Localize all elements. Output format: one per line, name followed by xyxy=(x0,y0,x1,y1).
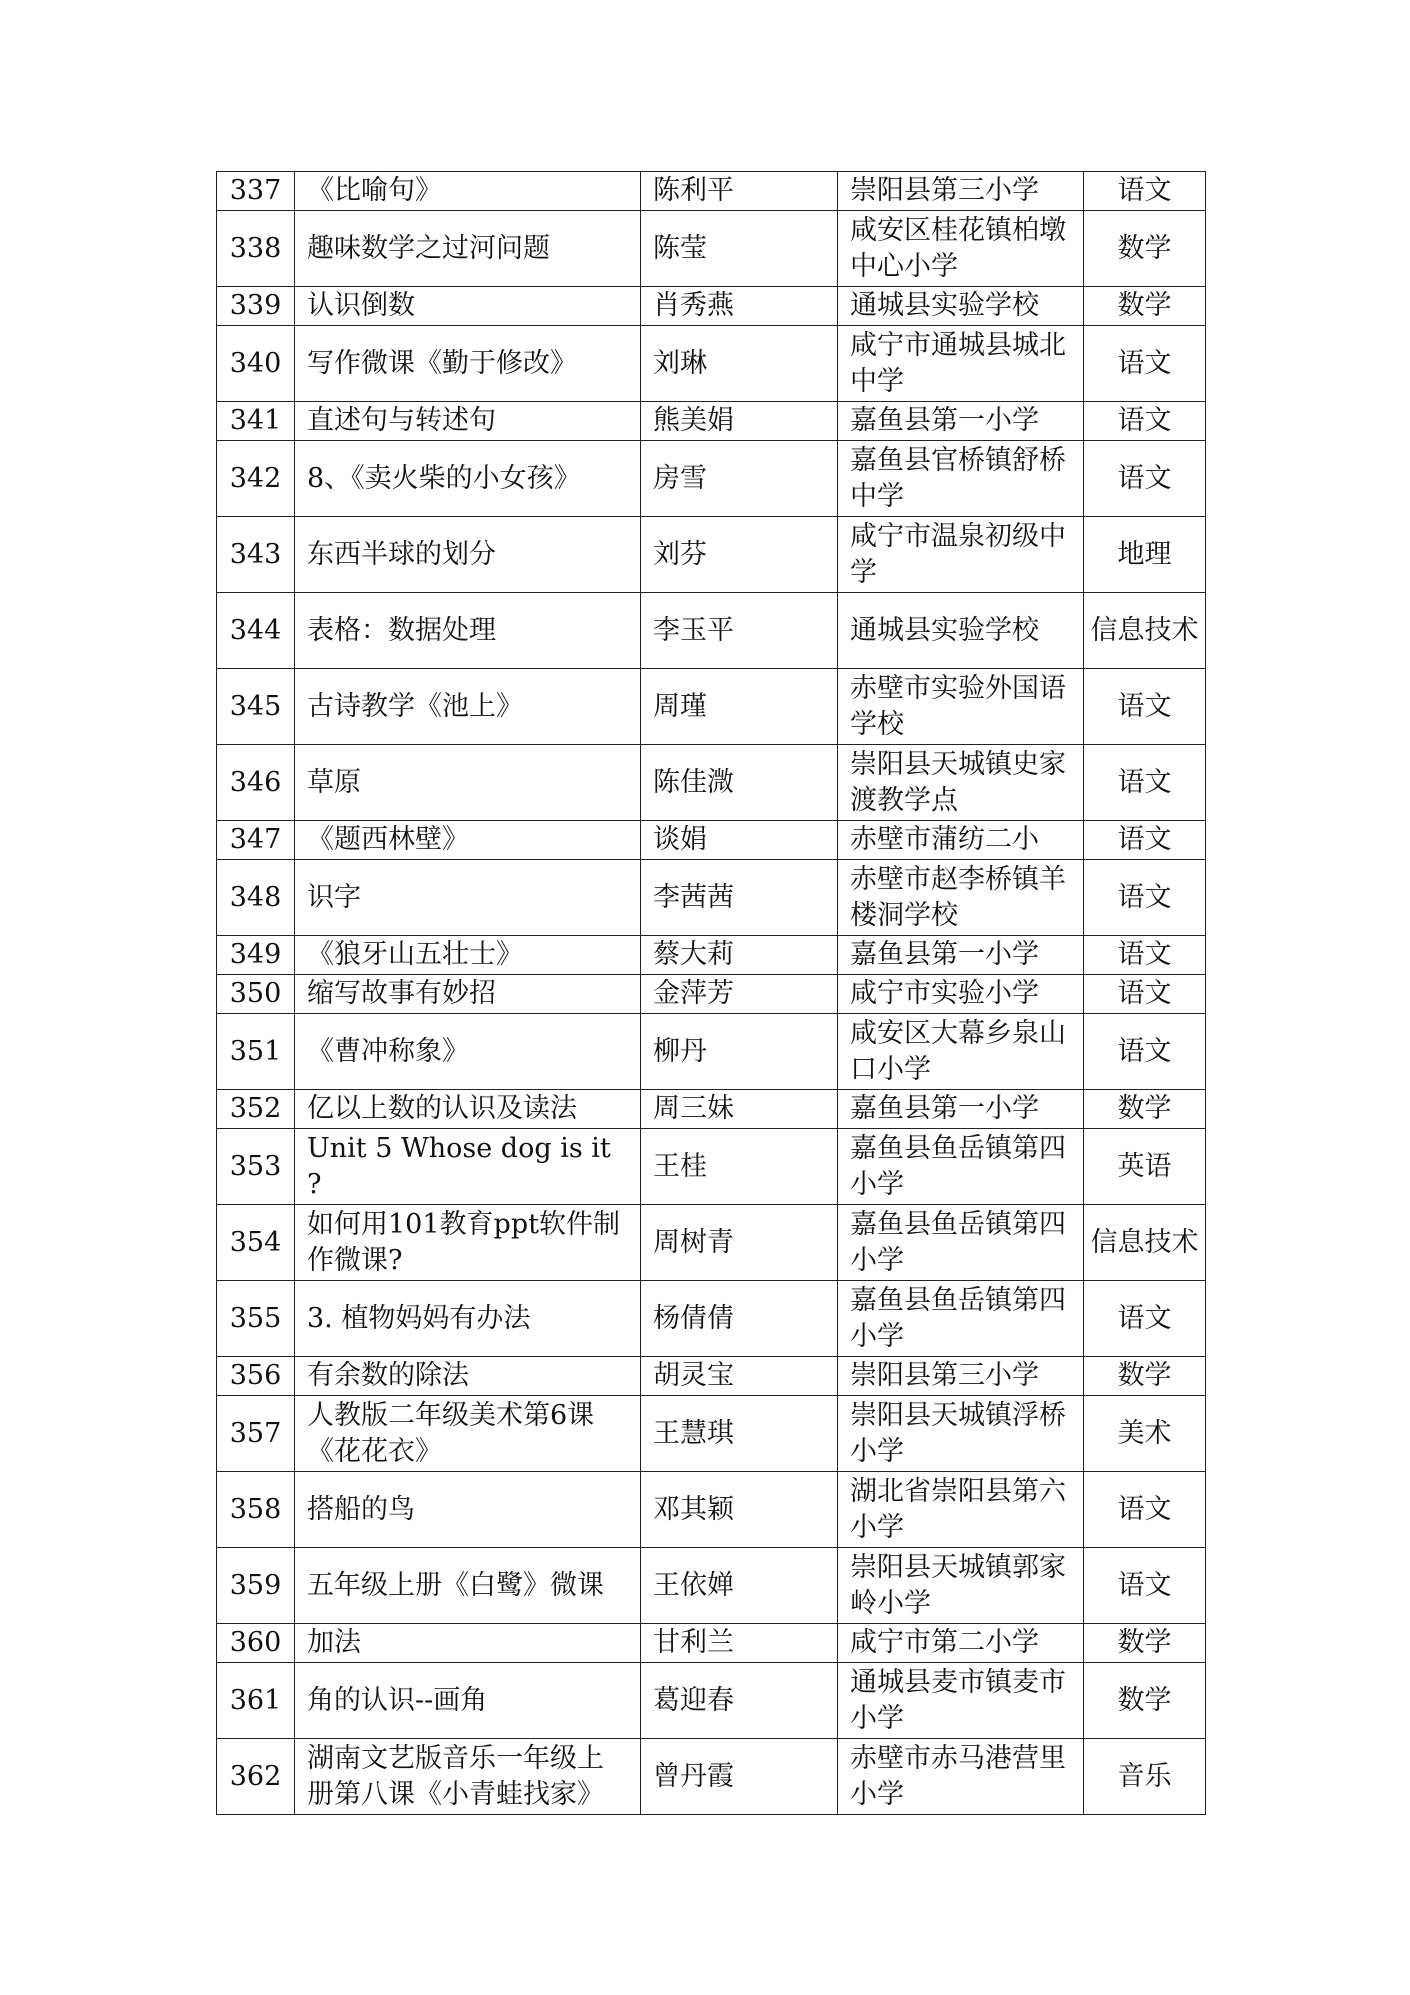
table-row xyxy=(217,326,1206,402)
subject-cell: 音乐 xyxy=(1084,1739,1206,1815)
subject-cell: 语文 xyxy=(1084,1014,1206,1090)
table-row xyxy=(217,172,1206,211)
school-name-cell: 通城县麦市镇麦市小学 xyxy=(838,1663,1084,1739)
lesson-title-cell: 东西半球的划分 xyxy=(295,517,641,593)
teacher-name-cell: 胡灵宝 xyxy=(641,1357,838,1396)
teacher-name-cell: 陈利平 xyxy=(641,172,838,211)
lesson-title-cell: 搭船的鸟 xyxy=(295,1472,641,1548)
row-number-cell: 355 xyxy=(217,1281,295,1357)
table-row xyxy=(217,1129,1206,1205)
school-name-cell: 赤壁市实验外国语学校 xyxy=(838,669,1084,745)
lesson-title-cell: 五年级上册《白鹭》微课 xyxy=(295,1548,641,1624)
school-name-cell: 赤壁市赤马港营里小学 xyxy=(838,1739,1084,1815)
subject-cell: 语文 xyxy=(1084,1472,1206,1548)
subject-cell: 语文 xyxy=(1084,669,1206,745)
teacher-name-cell: 柳丹 xyxy=(641,1014,838,1090)
school-name-cell: 咸安区桂花镇柏墩中心小学 xyxy=(838,211,1084,287)
lesson-title-cell: 写作微课《勤于修改》 xyxy=(295,326,641,402)
table-row xyxy=(217,1205,1206,1281)
subject-cell: 信息技术 xyxy=(1084,593,1206,669)
lesson-title-cell: 3. 植物妈妈有办法 xyxy=(295,1281,641,1357)
subject-cell: 数学 xyxy=(1084,211,1206,287)
teacher-name-cell: 陈莹 xyxy=(641,211,838,287)
table-row xyxy=(217,1090,1206,1129)
table-row xyxy=(217,975,1206,1014)
subject-cell: 语文 xyxy=(1084,1548,1206,1624)
school-name-cell: 通城县实验学校 xyxy=(838,593,1084,669)
row-number-cell: 342 xyxy=(217,441,295,517)
row-number-cell: 337 xyxy=(217,172,295,211)
subject-cell: 语文 xyxy=(1084,441,1206,517)
lesson-title-cell: 《曹冲称象》 xyxy=(295,1014,641,1090)
row-number-cell: 357 xyxy=(217,1396,295,1472)
subject-cell: 英语 xyxy=(1084,1129,1206,1205)
table-row xyxy=(217,287,1206,326)
table-body xyxy=(217,172,1206,1815)
school-name-cell: 咸宁市温泉初级中学 xyxy=(838,517,1084,593)
row-number-cell: 353 xyxy=(217,1129,295,1205)
subject-cell: 数学 xyxy=(1084,1357,1206,1396)
lesson-title-cell: 亿以上数的认识及读法 xyxy=(295,1090,641,1129)
subject-cell: 语文 xyxy=(1084,936,1206,975)
school-name-cell: 咸安区大幕乡泉山口小学 xyxy=(838,1014,1084,1090)
teacher-name-cell: 葛迎春 xyxy=(641,1663,838,1739)
row-number-cell: 356 xyxy=(217,1357,295,1396)
row-number-cell: 359 xyxy=(217,1548,295,1624)
lesson-title-cell: 有余数的除法 xyxy=(295,1357,641,1396)
row-number-cell: 343 xyxy=(217,517,295,593)
subject-cell: 数学 xyxy=(1084,1624,1206,1663)
row-number-cell: 339 xyxy=(217,287,295,326)
school-name-cell: 湖北省崇阳县第六小学 xyxy=(838,1472,1084,1548)
teacher-name-cell: 房雪 xyxy=(641,441,838,517)
table-row xyxy=(217,1739,1206,1815)
school-name-cell: 咸宁市实验小学 xyxy=(838,975,1084,1014)
lesson-title-cell: 《题西林壁》 xyxy=(295,821,641,860)
table-row xyxy=(217,1357,1206,1396)
table-row xyxy=(217,441,1206,517)
school-name-cell: 嘉鱼县官桥镇舒桥中学 xyxy=(838,441,1084,517)
subject-cell: 语文 xyxy=(1084,975,1206,1014)
school-name-cell: 崇阳县天城镇浮桥小学 xyxy=(838,1396,1084,1472)
table-row xyxy=(217,821,1206,860)
teacher-name-cell: 王桂 xyxy=(641,1129,838,1205)
lesson-title-cell: 湖南文艺版音乐一年级上册第八课《小青蛙找家》 xyxy=(295,1739,641,1815)
subject-cell: 语文 xyxy=(1084,402,1206,441)
teacher-name-cell: 邓其颖 xyxy=(641,1472,838,1548)
teacher-name-cell: 曾丹霞 xyxy=(641,1739,838,1815)
subject-cell: 数学 xyxy=(1084,1090,1206,1129)
school-name-cell: 赤壁市赵李桥镇羊楼洞学校 xyxy=(838,860,1084,936)
teacher-name-cell: 王依婵 xyxy=(641,1548,838,1624)
row-number-cell: 350 xyxy=(217,975,295,1014)
row-number-cell: 358 xyxy=(217,1472,295,1548)
table-row xyxy=(217,517,1206,593)
table-row xyxy=(217,669,1206,745)
microlesson-table xyxy=(216,171,1206,1815)
table-row xyxy=(217,1624,1206,1663)
row-number-cell: 340 xyxy=(217,326,295,402)
row-number-cell: 352 xyxy=(217,1090,295,1129)
teacher-name-cell: 周树青 xyxy=(641,1205,838,1281)
teacher-name-cell: 熊美娟 xyxy=(641,402,838,441)
table-row xyxy=(217,860,1206,936)
subject-cell: 语文 xyxy=(1084,172,1206,211)
table-row xyxy=(217,745,1206,821)
row-number-cell: 346 xyxy=(217,745,295,821)
school-name-cell: 赤壁市蒲纺二小 xyxy=(838,821,1084,860)
lesson-title-cell: 认识倒数 xyxy=(295,287,641,326)
subject-cell: 语文 xyxy=(1084,326,1206,402)
lesson-title-cell: 草原 xyxy=(295,745,641,821)
teacher-name-cell: 周瑾 xyxy=(641,669,838,745)
table-row xyxy=(217,211,1206,287)
school-name-cell: 崇阳县第三小学 xyxy=(838,172,1084,211)
table-row xyxy=(217,1548,1206,1624)
row-number-cell: 344 xyxy=(217,593,295,669)
table-row xyxy=(217,1281,1206,1357)
lesson-title-cell: 《比喻句》 xyxy=(295,172,641,211)
table-row xyxy=(217,593,1206,669)
subject-cell: 数学 xyxy=(1084,1663,1206,1739)
row-number-cell: 361 xyxy=(217,1663,295,1739)
row-number-cell: 351 xyxy=(217,1014,295,1090)
subject-cell: 美术 xyxy=(1084,1396,1206,1472)
table-row xyxy=(217,1663,1206,1739)
table-row xyxy=(217,1472,1206,1548)
subject-cell: 语文 xyxy=(1084,745,1206,821)
table-row xyxy=(217,1396,1206,1472)
teacher-name-cell: 金萍芳 xyxy=(641,975,838,1014)
school-name-cell: 嘉鱼县鱼岳镇第四小学 xyxy=(838,1129,1084,1205)
teacher-name-cell: 蔡大莉 xyxy=(641,936,838,975)
lesson-title-cell: 如何用101教育ppt软件制作微课? xyxy=(295,1205,641,1281)
lesson-title-cell: 趣味数学之过河问题 xyxy=(295,211,641,287)
teacher-name-cell: 刘琳 xyxy=(641,326,838,402)
row-number-cell: 338 xyxy=(217,211,295,287)
subject-cell: 语文 xyxy=(1084,821,1206,860)
school-name-cell: 崇阳县天城镇史家渡教学点 xyxy=(838,745,1084,821)
school-name-cell: 崇阳县第三小学 xyxy=(838,1357,1084,1396)
teacher-name-cell: 李玉平 xyxy=(641,593,838,669)
teacher-name-cell: 陈佳溦 xyxy=(641,745,838,821)
subject-cell: 语文 xyxy=(1084,1281,1206,1357)
teacher-name-cell: 周三妹 xyxy=(641,1090,838,1129)
teacher-name-cell: 谈娟 xyxy=(641,821,838,860)
school-name-cell: 崇阳县天城镇郭家岭小学 xyxy=(838,1548,1084,1624)
school-name-cell: 嘉鱼县第一小学 xyxy=(838,1090,1084,1129)
lesson-title-cell: 人教版二年级美术第6课《花花衣》 xyxy=(295,1396,641,1472)
lesson-title-cell: 角的认识--画角 xyxy=(295,1663,641,1739)
row-number-cell: 341 xyxy=(217,402,295,441)
teacher-name-cell: 刘芬 xyxy=(641,517,838,593)
lesson-title-cell: 识字 xyxy=(295,860,641,936)
school-name-cell: 嘉鱼县第一小学 xyxy=(838,402,1084,441)
lesson-title-cell: 缩写故事有妙招 xyxy=(295,975,641,1014)
school-name-cell: 嘉鱼县第一小学 xyxy=(838,936,1084,975)
teacher-name-cell: 杨倩倩 xyxy=(641,1281,838,1357)
subject-cell: 地理 xyxy=(1084,517,1206,593)
table-row xyxy=(217,402,1206,441)
row-number-cell: 349 xyxy=(217,936,295,975)
teacher-name-cell: 李茜茜 xyxy=(641,860,838,936)
lesson-title-cell: 古诗教学《池上》 xyxy=(295,669,641,745)
table-row xyxy=(217,1014,1206,1090)
lesson-title-cell: 8、《卖火柴的小女孩》 xyxy=(295,441,641,517)
school-name-cell: 通城县实验学校 xyxy=(838,287,1084,326)
teacher-name-cell: 肖秀燕 xyxy=(641,287,838,326)
row-number-cell: 345 xyxy=(217,669,295,745)
row-number-cell: 348 xyxy=(217,860,295,936)
subject-cell: 语文 xyxy=(1084,860,1206,936)
subject-cell: 信息技术 xyxy=(1084,1205,1206,1281)
subject-cell: 数学 xyxy=(1084,287,1206,326)
row-number-cell: 360 xyxy=(217,1624,295,1663)
lesson-title-cell: 表格：数据处理 xyxy=(295,593,641,669)
row-number-cell: 347 xyxy=(217,821,295,860)
teacher-name-cell: 甘利兰 xyxy=(641,1624,838,1663)
school-name-cell: 咸宁市通城县城北中学 xyxy=(838,326,1084,402)
school-name-cell: 嘉鱼县鱼岳镇第四小学 xyxy=(838,1205,1084,1281)
school-name-cell: 嘉鱼县鱼岳镇第四小学 xyxy=(838,1281,1084,1357)
school-name-cell: 咸宁市第二小学 xyxy=(838,1624,1084,1663)
table-row xyxy=(217,936,1206,975)
lesson-title-cell: 加法 xyxy=(295,1624,641,1663)
lesson-title-cell: Unit 5 Whose dog is it ? xyxy=(295,1129,641,1205)
teacher-name-cell: 王慧琪 xyxy=(641,1396,838,1472)
row-number-cell: 354 xyxy=(217,1205,295,1281)
lesson-title-cell: 直述句与转述句 xyxy=(295,402,641,441)
row-number-cell: 362 xyxy=(217,1739,295,1815)
lesson-title-cell: 《狼牙山五壮士》 xyxy=(295,936,641,975)
